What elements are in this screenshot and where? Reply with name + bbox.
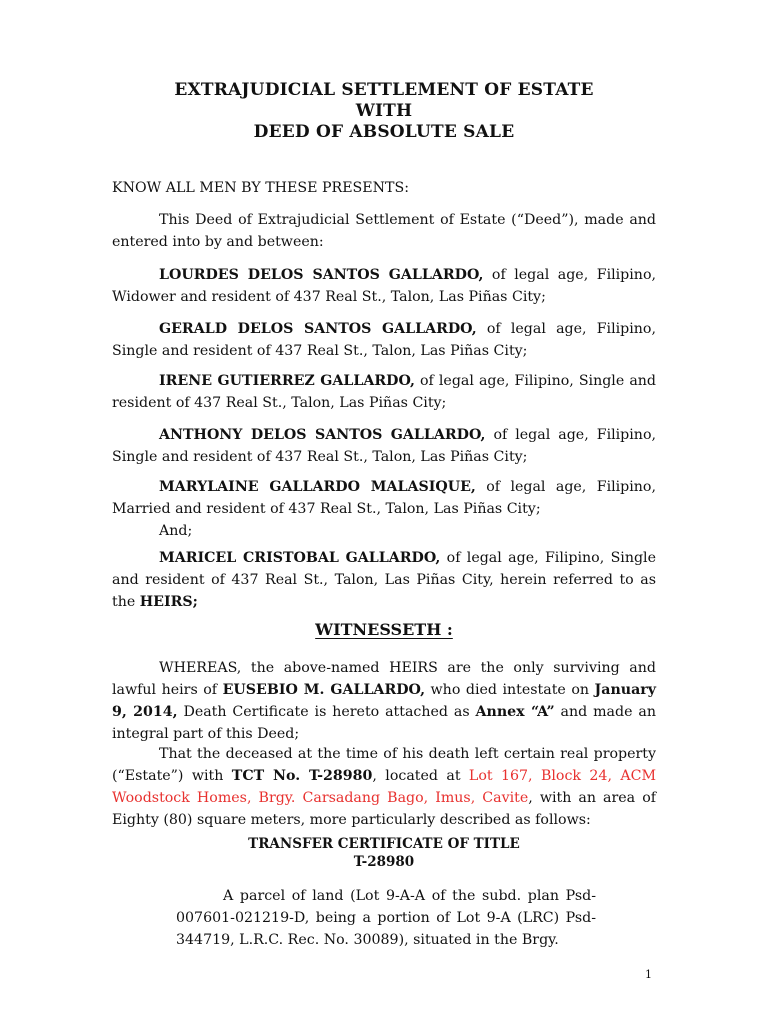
whereas-text: and made an integral part of this Deed;	[112, 704, 656, 742]
party-details: of legal age, Filipino, Single and resident of 437 Real St., Talon, Las Piñas City;	[112, 427, 656, 465]
intro-line	[112, 177, 656, 199]
whereas-text: WHEREAS, the above-named HEIRS are the only surviving and lawful heirs of	[112, 660, 656, 698]
and-connector: And;	[159, 523, 193, 539]
parcel-paragraph	[176, 885, 596, 951]
title-line-2: WITH	[355, 101, 413, 121]
party-details: of legal age, Filipino, Single and resident of 437 Real St., Talon, Las Piñas City;	[112, 373, 656, 411]
tct-number: TCT No. T-28980	[231, 768, 373, 784]
party-marylaine	[112, 476, 656, 542]
property-text: , with an area of Eighty (80) square meters, more particularly described as follows:	[112, 790, 656, 828]
heirs-label: HEIRS;	[139, 594, 198, 610]
party-details: of legal age, Filipino, Married and resident of 437 Real St., Talon, Las Piñas City;	[112, 479, 656, 517]
title-line-3: DEED OF ABSOLUTE SALE	[253, 122, 515, 142]
party-name: ANTHONY DELOS SANTOS GALLARDO,	[159, 427, 486, 443]
annex-reference: Annex “A”	[475, 704, 555, 720]
deceased-name: EUSEBIO M. GALLARDO,	[222, 682, 426, 698]
preamble-text: This Deed of Extrajudicial Settlement of Estate (“Deed”), made and entered into by and between:	[112, 212, 656, 250]
property-paragraph	[112, 743, 656, 831]
party-name: MARICEL CRISTOBAL GALLARDO,	[159, 550, 441, 566]
parcel-text: A parcel of land (Lot 9-A-A of the subd. plan Psd-007601-021219-D, being a portion of Lot 9-A (LRC) Psd-344719, L.R.C. Rec. No. 30089), situated in the Brgy.	[176, 888, 596, 948]
death-date: January 9, 2014,	[112, 682, 656, 720]
tct-heading-line-2: T-28980	[353, 854, 415, 870]
party-details: of legal age, Filipino, Single and resident of 437 Real St., Talon, Las Piñas City;	[112, 321, 656, 359]
property-text: That the deceased at the time of his death left certain real property (“Estate”) with	[112, 746, 656, 784]
party-name: GERALD DELOS SANTOS GALLARDO,	[159, 321, 477, 337]
property-text: , located at	[372, 768, 469, 784]
whereas-paragraph	[112, 657, 656, 745]
property-location: Lot 167, Block 24, ACM Woodstock Homes, Brgy. Carsadang Bago, Imus, Cavite	[112, 768, 656, 806]
intro-text: KNOW ALL MEN BY THESE PRESENTS:	[112, 180, 410, 196]
party-name: MARYLAINE GALLARDO MALASIQUE,	[159, 479, 476, 495]
party-name: LOURDES DELOS SANTOS GALLARDO,	[159, 267, 484, 283]
party-name: IRENE GUTIERREZ GALLARDO,	[159, 373, 415, 389]
page-number: 1	[645, 968, 652, 981]
witnesseth-heading	[0, 620, 768, 639]
tct-heading-line-1: TRANSFER CERTIFICATE OF TITLE	[248, 836, 520, 852]
party-lourdes	[112, 264, 656, 308]
whereas-text: Death Certificate is hereto attached as	[177, 704, 476, 720]
witnesseth-text: WITNESSETH :	[315, 620, 453, 639]
party-irene	[112, 370, 656, 414]
party-details: of legal age, Filipino, Single and resident of 437 Real St., Talon, Las Piñas City, herein referred to as the	[112, 550, 656, 610]
party-gerald	[112, 318, 656, 362]
title-line-1: EXTRAJUDICIAL SETTLEMENT OF ESTATE	[174, 80, 594, 100]
whereas-text: who died intestate on	[425, 682, 595, 698]
party-maricel	[112, 547, 656, 613]
party-anthony	[112, 424, 656, 468]
preamble-paragraph	[112, 209, 656, 253]
party-details: of legal age, Filipino, Widower and resident of 437 Real St., Talon, Las Piñas City;	[112, 267, 656, 305]
